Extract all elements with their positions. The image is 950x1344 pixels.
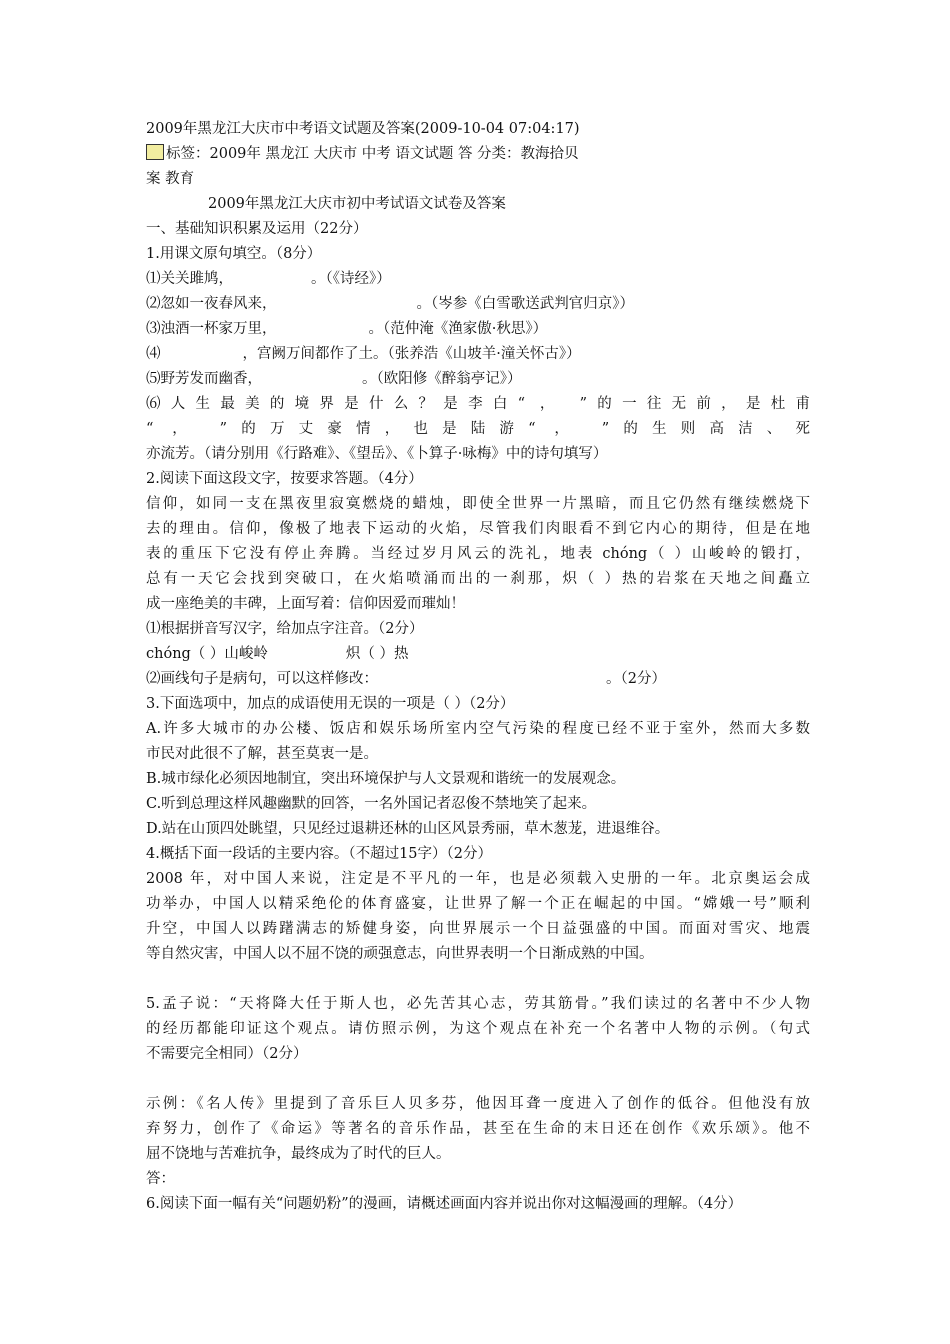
- spacer: [146, 1067, 810, 1092]
- q2-passage-line-3: 表的重压下它没有停止奔腾。当经过岁月风云的洗礼，地表 chóng（ ）山峻岭的锻打，: [146, 546, 810, 562]
- question-5-line-1: 5.孟子说：“天将降大任于斯人也，必先苦其心志，劳其筋骨。”我们读过的名著中不少人物: [146, 996, 810, 1012]
- question-5-line-3: 不需要完全相同）（2分）: [146, 1046, 308, 1062]
- q4-passage-line-4: 等自然灾害，中国人以不屈不饶的顽强意志，向世界表明一个日渐成熟的中国。: [146, 946, 654, 962]
- q4-passage-line-2: 功举办，中国人以精采绝伦的体育盛宴，让世界了解一个正在崛起的中国。“嫦娥一号”顺利: [146, 896, 810, 912]
- q5-answer-label: 答：: [146, 1171, 175, 1187]
- q3-option-c: C.听到总理这样风趣幽默的回答，一名外国记者忍俊不禁地笑了起来。: [146, 796, 597, 812]
- q5-example-line-1: 示例：《名人传》里提到了音乐巨人贝多芬，他因耳聋一度进入了创作的低谷。但他没有放: [146, 1096, 810, 1112]
- q1-item-2-text: ⑵忽如一夜春风来，: [146, 296, 277, 312]
- q2-sub-2-score: 。（2分）: [606, 671, 666, 687]
- question-5-line-2: 的经历都能印证这个观点。请仿照示例，为这个观点在补充一个名著中人物的示例。（句式: [146, 1021, 810, 1037]
- q2-sub-1: ⑴根据拼音写汉字，给加点字注音。（2分）: [146, 621, 424, 637]
- q1-item-1-text: ⑴关关雎鸠，: [146, 271, 233, 287]
- q1-item-2-source: 。（岑参《白雪歌送武判官归京》）: [416, 296, 634, 312]
- q1-item-3: [146, 317, 810, 342]
- q1-item-1-source: 。（《诗经》）: [311, 271, 391, 287]
- question-4-heading: 4.概括下面一段话的主要内容。（不超过15字）（2分）: [146, 846, 493, 862]
- q4-passage-line-1: 2008 年，对中国人来说，注定是不平凡的一年，也是必须载入史册的一年。北京奥运会成: [146, 871, 810, 887]
- q1-item-5-text: ⑸野芳发而幽香，: [146, 371, 262, 387]
- q2-sub-2: [146, 667, 810, 692]
- q1-item-4-source: ，宫阙万间都作了土。（张养浩《山坡羊·潼关怀古》）: [242, 346, 581, 362]
- q2-sub-2-text: ⑵画线句子是病句，可以这样修改：: [146, 671, 378, 687]
- q2-passage-line-4: 总有一天它会找到突破口，在火焰喷涌而出的一刹那，炽（ ）热的岩浆在天地之间矗立: [146, 571, 810, 587]
- q2-sub-1-answer-a: chóng（ ）山峻岭: [146, 646, 268, 662]
- q5-example-line-3: 屈不饶地与苦难抗争，最终成为了时代的巨人。: [146, 1146, 451, 1162]
- q2-passage-line-2: 去的理由。信仰，像极了地表下运动的火焰，尽管我们肉眼看不到它内心的期待，但是在地: [146, 521, 810, 537]
- q5-example-line-2: 弃努力，创作了《命运》等著名的音乐作品，甚至在生命的末日还在创作《欢乐颂》。他不: [146, 1121, 810, 1137]
- q3-option-a-line-1: A.许多大城市的办公楼、饭店和娱乐场所室内空气污染的程度已经不亚于室外，然而大多数: [146, 721, 810, 737]
- q3-option-b: B.城市绿化必须因地制宜，突出环境保护与人文景观和谐统一的发展观念。: [146, 771, 626, 787]
- question-3-heading: 3.下面选项中，加点的成语使用无误的一项是（ ）（2分）: [146, 696, 515, 712]
- q1-item-6-line-1: ⑹人生最美的境界是什么？是李白“ ， ”的一往无前，是杜甫: [146, 396, 810, 412]
- tag-icon: [146, 144, 164, 160]
- exam-title: 2009年黑龙江大庆市初中考试语文试卷及答案: [208, 196, 506, 212]
- q2-passage-line-1: 信仰，如同一支在黑夜里寂寞燃烧的蜡烛，即使全世界一片黑暗，而且它仍然有继续燃烧下: [146, 496, 810, 512]
- q1-item-5-source: 。（欧阳修《醉翁亭记》）: [362, 371, 522, 387]
- q1-item-3-source: 。（范仲淹《渔家傲·秋思》）: [368, 321, 548, 337]
- q1-item-5: [146, 367, 810, 392]
- spacer: [146, 967, 810, 992]
- q2-passage-line-5: 成一座绝美的丰碑，上面写着：信仰因爱而璀灿！: [146, 596, 465, 612]
- article-title: 2009年黑龙江大庆市中考语文试题及答案(2009-10-04 07:04:17): [146, 121, 580, 137]
- tags-line-continued: 案 教育: [146, 171, 195, 187]
- tags-line: [146, 142, 810, 167]
- q3-option-d: D.站在山顶四处眺望，只见经过退耕还林的山区风景秀丽，草木葱茏，进退维谷。: [146, 821, 670, 837]
- q1-item-1: [146, 267, 810, 292]
- q4-passage-line-3: 升空，中国人以踌躇满志的矫健身姿，向世界展示一个日益强盛的中国。而面对雪灾、地震: [146, 921, 810, 937]
- q1-item-3-text: ⑶浊酒一杯家万里，: [146, 321, 277, 337]
- q1-item-2: [146, 292, 810, 317]
- question-1-heading: 1.用课文原句填空。（8分）: [146, 246, 322, 262]
- q1-item-4: [146, 342, 810, 367]
- q2-sub-1-answers: [146, 642, 810, 667]
- tags-text: 标签：2009年 黑龙江 大庆市 中考 语文试题 答 分类：教海拾贝: [166, 146, 579, 162]
- section-heading: 一、基础知识积累及运用（22分）: [146, 221, 368, 237]
- q1-item-4-text: ⑷: [146, 346, 161, 362]
- question-6-heading: 6.阅读下面一幅有关“问题奶粉”的漫画，请概述画面内容并说出你对这幅漫画的理解。（4分）: [146, 1196, 743, 1212]
- q3-option-a-line-2: 市民对此很不了解，甚至莫衷一是。: [146, 746, 378, 762]
- q1-item-6-line-2: “ ， ”的万丈豪情，也是陆游“ ， ”的生则高洁、死: [146, 421, 810, 437]
- q2-sub-1-answer-b: 炽（ ）热: [345, 646, 409, 662]
- document-content: [146, 117, 810, 1217]
- question-2-heading: 2.阅读下面这段文字，按要求答题。（4分）: [146, 471, 423, 487]
- q1-item-6-line-3: 亦流芳。（请分别用《行路难》、《望岳》、《卜算子·咏梅》中的诗句填写）: [146, 446, 608, 462]
